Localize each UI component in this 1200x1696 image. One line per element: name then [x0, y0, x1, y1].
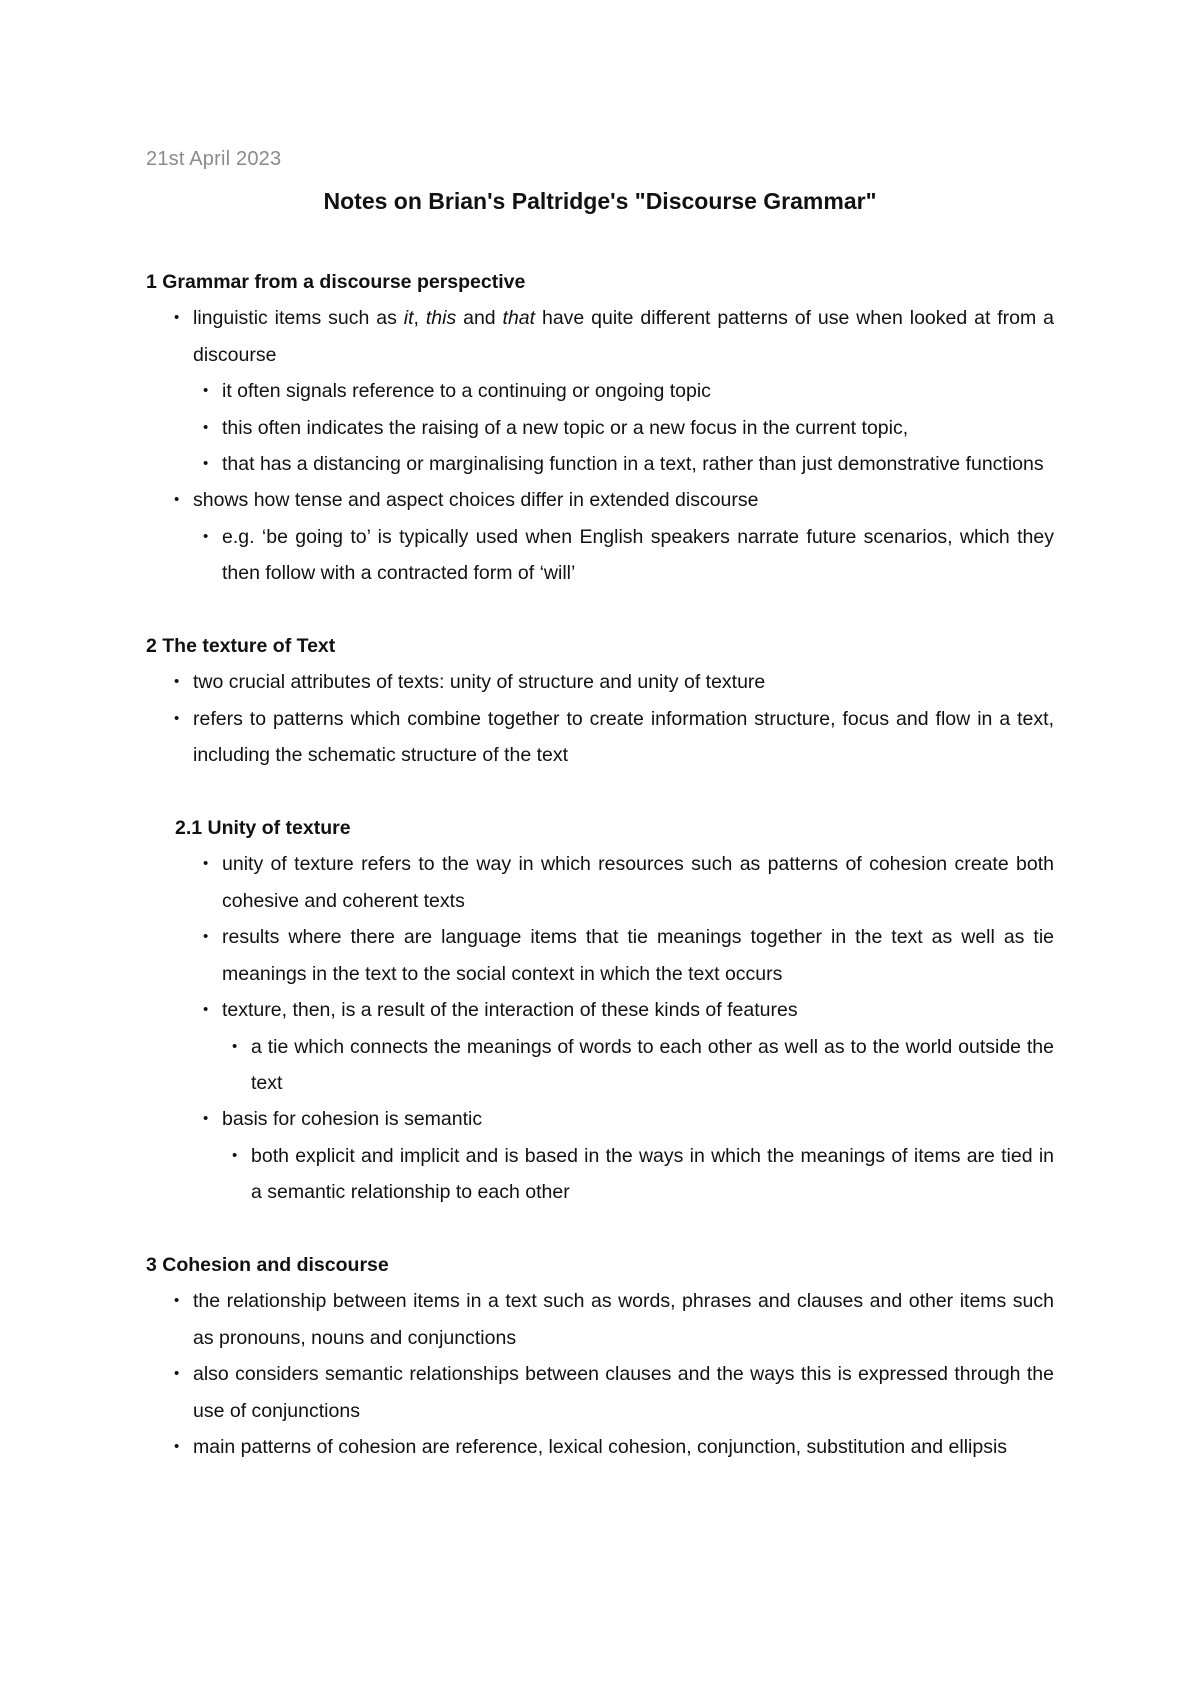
- list-item: • e.g. ‘be going to’ is typically used when English speakers narrate future scenarios, which they then follow with a contracted form of ‘will’: [146, 519, 1054, 592]
- list-item: • this often indicates the raising of a new topic or a new focus in the current topic,: [146, 410, 1054, 446]
- list-item: • texture, then, is a result of the interaction of these kinds of features: [146, 992, 1054, 1028]
- bullet-text: and: [456, 307, 503, 330]
- list-item: • unity of texture refers to the way in which resources such as patterns of cohesion create both cohesive and coherent texts: [146, 846, 1054, 919]
- spacer: [146, 774, 1054, 810]
- section-heading-2-1: 2.1 Unity of texture: [175, 817, 351, 840]
- list-item: • shows how tense and aspect choices differ in extended discourse: [146, 482, 1054, 518]
- bullet-italic-this: this: [425, 307, 457, 330]
- list-item: • refers to patterns which combine together to create information structure, focus and flow in a text, including the schematic structure of the text: [146, 701, 1054, 774]
- list-item: • main patterns of cohesion are reference, lexical cohesion, conjunction, substitution and ellipsis: [146, 1429, 1054, 1465]
- list-item: • both explicit and implicit and is based in the ways in which the meanings of items are tied in a semantic relationship to each other: [146, 1138, 1054, 1211]
- list-item: [146, 300, 1054, 373]
- list-item: • the relationship between items in a text such as words, phrases and clauses and other items such as pronouns, nouns and conjunctions: [146, 1283, 1054, 1356]
- list-item: • basis for cohesion is semantic: [146, 1101, 1054, 1137]
- bullet-text: linguistic items such as: [193, 307, 404, 330]
- section-heading-2: 2 The texture of Text: [146, 635, 336, 658]
- bullet-text: have quite different patterns of use when looked at from a discourse: [193, 307, 1055, 366]
- section-heading-3: 3 Cohesion and discourse: [146, 1253, 389, 1276]
- list-item: • a tie which connects the meanings of words to each other as well as to the world outside the text: [146, 1029, 1054, 1102]
- bullet-italic-it: it: [403, 307, 414, 330]
- bullet-italic-that: that: [502, 307, 536, 330]
- document-body: [146, 264, 1054, 1465]
- list-item: • it often signals reference to a continuing or ongoing topic: [146, 373, 1054, 409]
- document-date: 21st April 2023: [146, 148, 282, 170]
- list-item: • results where there are language items that tie meanings together in the text as well as tie meanings in the text to the social context in which the text occurs: [146, 919, 1054, 992]
- list-item: • that has a distancing or marginalising function in a text, rather than just demonstrative functions: [146, 446, 1054, 482]
- section-heading-1: 1 Grammar from a discourse perspective: [146, 271, 526, 293]
- list-item: • two crucial attributes of texts: unity of structure and unity of texture: [146, 664, 1054, 700]
- document-title: Notes on Brian's Paltridge's "Discourse Grammar": [323, 188, 877, 214]
- list-item: • also considers semantic relationships between clauses and the ways this is expressed through the use of conjunctions: [146, 1356, 1054, 1429]
- spacer: [146, 592, 1054, 628]
- spacer: [146, 1211, 1054, 1247]
- bullet-text: ,: [413, 307, 426, 330]
